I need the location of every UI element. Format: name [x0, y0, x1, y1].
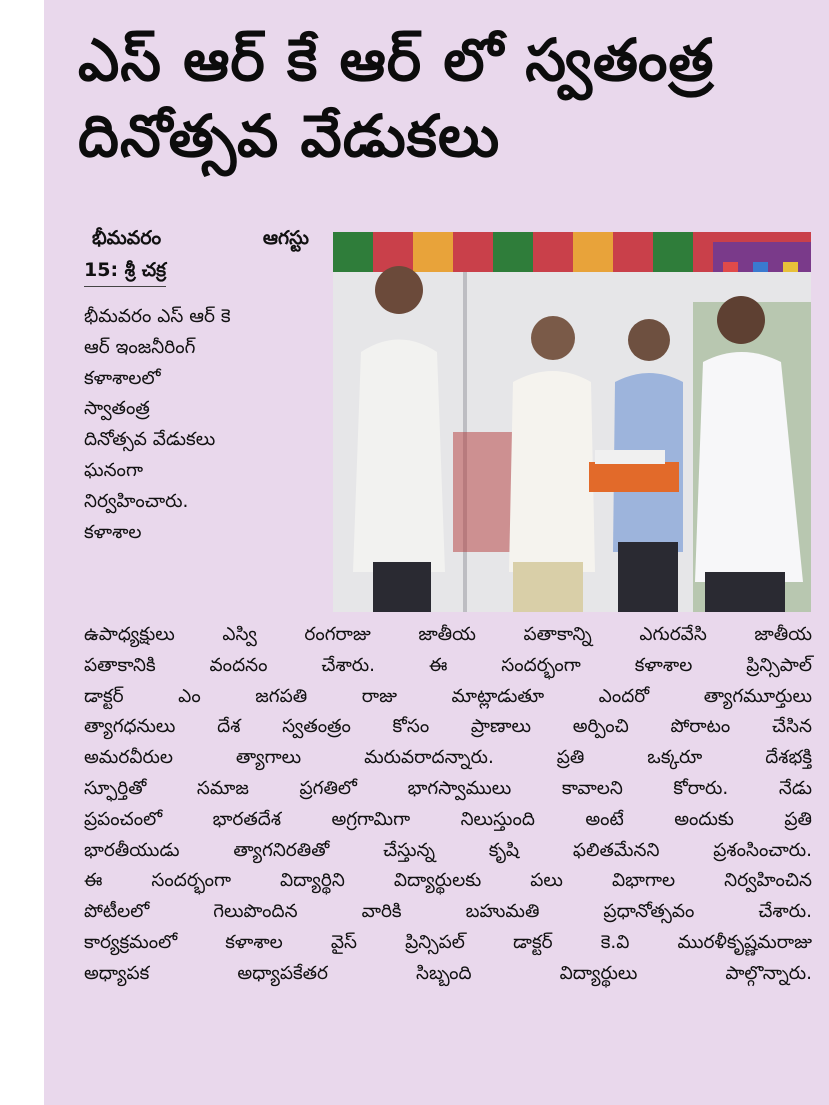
page-margin	[0, 0, 44, 1105]
text-line: స్వాతంత్ర	[84, 398, 150, 420]
dateline	[84, 222, 309, 287]
text-line: భారతీయుడు త్యాగనిరతితో చేస్తున్న కృషి ఫలితమేనని ప్రశంసించారు.	[84, 839, 812, 861]
text-line: అమరవీరుల త్యాగాలు మరువరాదన్నారు. ప్రతి ఒక్కరూ దేశభక్తి	[84, 747, 812, 769]
text-line: అధ్యాపక అధ్యాపకేతర సిబ్బంది విద్యార్థులు పాల్గొన్నారు.	[84, 962, 812, 984]
text-line: ఈ సందర్భంగా విద్యార్థిని విద్యార్థులకు పలు విభాగాల నిర్వహించిన	[84, 870, 812, 892]
text-line: ప్రపంచంలో భారతదేశ అగ్రగామిగా నిలుస్తుంది అంటే అందుకు ప్రతి	[84, 808, 812, 830]
dateline-month: ఆగస్టు	[262, 227, 309, 249]
text-line: ఘనంగా	[84, 459, 143, 481]
text-line: స్ఫూర్తితో సమాజ ప్రగతిలో భాగస్వాములు కావాలని కోరారు. నేడు	[84, 777, 812, 799]
text-line: ఆర్ ఇంజనీరింగ్	[84, 336, 196, 358]
dateline-day-source: 15: శ్రీ చక్ర	[84, 254, 166, 287]
event-photo	[333, 232, 811, 612]
headline-line-2: దినోత్సవ వేడుకలు	[78, 102, 501, 170]
text-line: ఉపాధ్యక్షులు ఎస్వి రంగరాజు జాతీయ పతాకాన్ని ఎగురవేసి జాతీయ	[84, 624, 812, 645]
text-line: పోటీలలో గెలుపొందిన వారికి బహుమతి ప్రధానోత్సవం చేశారు.	[84, 901, 812, 923]
article-body	[84, 620, 812, 990]
event-photo-illustration	[333, 232, 811, 612]
text-line: డాక్టర్ ఎం జగపతి రాజు మాట్లాడుతూ ఎందరో త్యాగమూర్తులు	[84, 685, 812, 707]
text-line: కళాశాల	[84, 521, 142, 543]
text-line: కార్యక్రమంలో కళాశాల వైస్ ప్రిన్సిపల్ డాక్టర్ కె.వి మురళీకృష్ణమరాజు	[84, 931, 812, 953]
text-line: త్యాగధనులు దేశ స్వతంత్రం కోసం ప్రాణాలు అర్పించి పోరాటం చేసిన	[84, 716, 812, 738]
text-line: పతాకానికి వందనం చేశారు. ఈ సందర్భంగా కళాశాల ప్రిన్సిపాల్	[84, 654, 812, 676]
headline	[78, 22, 818, 174]
text-line: కళాశాలలో	[84, 367, 161, 389]
headline-line-1: ఎస్ ఆర్ కే ఆర్ లో స్వతంత్ర	[78, 26, 715, 94]
article-intro-column	[84, 302, 309, 548]
text-line: దినోత్సవ వేడుకలు	[84, 429, 216, 451]
dateline-place: భీమవరం	[92, 227, 162, 249]
text-line: భీమవరం ఎస్ ఆర్ కె	[84, 306, 231, 327]
text-line: నిర్వహించారు.	[84, 490, 189, 512]
